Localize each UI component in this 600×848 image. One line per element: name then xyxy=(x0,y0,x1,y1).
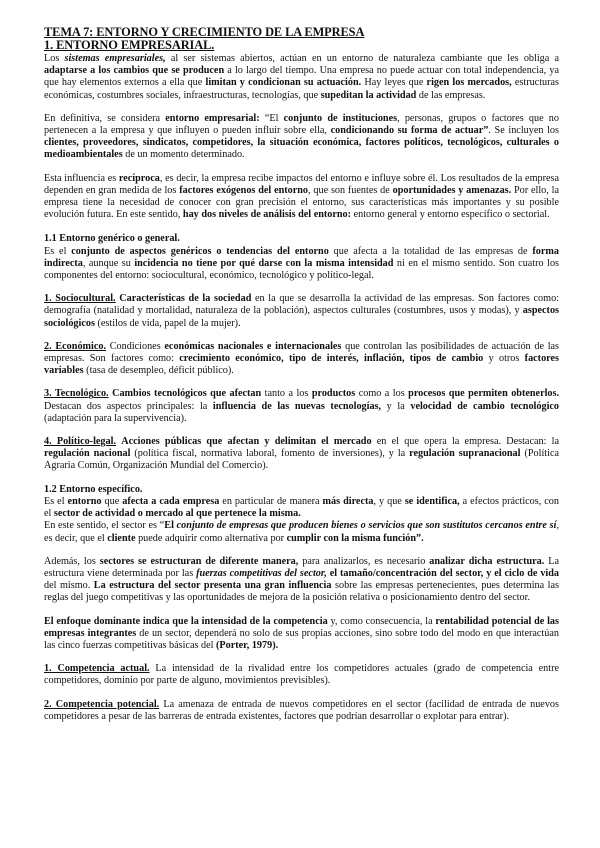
item-politico-legal xyxy=(44,436,559,473)
bold-text-run: más directa xyxy=(322,495,374,507)
text-run: puede adquirir como alternativa por xyxy=(135,532,287,544)
bold-text-run: Acciones públicas que afectan y delimitan el mercado xyxy=(121,436,372,448)
paragraph-definicion-entorno xyxy=(44,113,559,162)
text-run: Es el xyxy=(44,245,72,257)
bold-text-run: adaptarse a los cambios que se producen xyxy=(44,65,225,77)
text-run: (estilos de vida, papel de la mujer). xyxy=(94,317,241,329)
text-run: sobre las empresas pertenecientes, pues determina las reglas del juego competitivas y las oportunidades de mejora de la posición relativa o posicionamiento dentro del sector. xyxy=(44,580,559,604)
text-run: “El xyxy=(259,112,284,124)
document-page xyxy=(44,26,559,734)
text-run: para analizarlos, es necesario xyxy=(298,555,430,567)
bold-text-run: conjunto de empresas que producen bienes o servicios que son sustitutos cercanos entre sí xyxy=(176,520,557,532)
bold-text-run: factores exógenos del entorno xyxy=(179,184,309,196)
bold-text-run: rentabilidad potencial de las empresas integrantes xyxy=(44,615,559,639)
text-run: de las empresas. xyxy=(416,89,486,101)
text-run: y otros xyxy=(483,353,525,365)
paragraph-entorno-especifico xyxy=(44,496,559,520)
text-run: de un momento determinado. xyxy=(122,149,245,161)
bold-text-run: Cambios tecnológicos que afectan xyxy=(112,388,262,400)
text-run: Los xyxy=(44,53,65,64)
bold-text-run: (Porter, 1979). xyxy=(216,639,279,651)
text-run: Destacan dos aspectos principales: la xyxy=(44,400,213,412)
text-run: (tasa de desempleo, déficit público). xyxy=(83,365,234,377)
item-economico xyxy=(44,341,559,378)
bold-text-run: recíproca xyxy=(118,172,160,184)
bold-text-run: se identifica, xyxy=(404,495,460,507)
bold-text-run: influencia de las nuevas tecnologías, xyxy=(212,400,382,412)
paragraph-sistemas-empresariales xyxy=(44,53,559,102)
bold-text-run: velocidad de cambio tecnológico xyxy=(410,400,560,412)
bold-text-run: incidencia no tiene por qué darse con la misma intensidad xyxy=(134,257,394,269)
bold-text-run: económicas nacionales e internacionales xyxy=(164,340,342,352)
item-competencia-potencial xyxy=(44,699,559,723)
bold-text-run: supeditan la actividad xyxy=(320,89,417,101)
paragraph-entorno-generico xyxy=(44,246,559,283)
text-run: La intensidad de la rivalidad entre los competidores actuales (grado de competencia entre competidores, dominio por parte de alguno, movimientos previsibles). xyxy=(44,663,559,687)
text-run: (adaptación para la supervivencia). xyxy=(44,412,187,424)
bold-text-run: clientes, proveedores, sindicatos, competidores, la situación económica, factores políticos, tecnológicos, culturales o medioambientales xyxy=(44,137,559,161)
bold-text-run: 2. Económico. xyxy=(44,340,107,352)
paragraph-sector-definicion xyxy=(44,520,559,544)
bold-text-run: La estructura del sector presenta una gran influencia xyxy=(93,580,332,592)
bold-text-run: factores variables xyxy=(44,353,559,377)
bold-text-run: limitan y condicionan su actuación. xyxy=(205,77,362,89)
bold-text-run: conjunto de instituciones xyxy=(283,112,398,124)
bold-text-run: regulación nacional xyxy=(44,448,131,460)
bold-text-run: sistemas empresariales, xyxy=(64,53,166,64)
text-run: que xyxy=(101,495,123,507)
text-run: . Se incluyen los xyxy=(488,125,559,137)
text-run: a lo largo del tiempo. Una empresa no puede actuar con total independencia, ya que hay elementos externos a ella que xyxy=(44,65,559,89)
bold-text-run: forma indirecta xyxy=(44,245,559,269)
bold-text-run: sector de actividad o mercado al que pertenece la misma. xyxy=(53,508,301,520)
bold-text-run: oportunidades y amenazas. xyxy=(392,184,512,196)
text-run: La amenaza de entrada de nuevos competidores en el sector (facilidad de entrada de nuevos competidores a pesar de las barreras de entrada existentes, factores que podrían desarrollar o explotar para entrar). xyxy=(44,698,559,722)
text-run: , y que xyxy=(373,495,405,507)
text-run: (Política Agraria Común, Organización Mundial del Comercio). xyxy=(44,448,559,472)
paragraph-influencia-reciproca xyxy=(44,173,559,222)
text-run: estructuras económicas, costumbres sociales, infraestructuras, tecnologías, que xyxy=(44,77,560,101)
item-competencia-actual xyxy=(44,663,559,687)
text-run: como a los xyxy=(355,388,409,400)
subheading-entorno-generico: 1.1 Entorno genérico o general. xyxy=(44,233,180,245)
bold-text-run: sectores se estructuran de diferente manera, xyxy=(99,555,299,567)
text-run: en el que opera la empresa. Destacan: la xyxy=(371,436,560,448)
bold-text-run: 1. Sociocultural. xyxy=(44,293,116,305)
bold-text-run: 4. Político-legal. xyxy=(44,436,116,448)
text-run: , aunque su xyxy=(82,257,135,269)
bold-text-run: El xyxy=(164,520,177,532)
bold-text-run: 3. Tecnológico. xyxy=(44,388,109,400)
bold-text-run: aspectos sociológicos xyxy=(44,305,559,329)
bold-text-run: hay dos niveles de análisis del entorno: xyxy=(182,209,352,221)
text-run: , personas, grupos o factores que no pertenecen a la empresa y que influyen o pueden influir sobre ella, xyxy=(44,112,559,137)
bold-text-run: analizar dicha estructura. xyxy=(429,555,545,567)
bold-text-run: afecta a cada empresa xyxy=(122,495,220,507)
text-run: tanto a los xyxy=(261,388,312,400)
bold-text-run: el tamaño/concentración del sector, y el ciclo de vida xyxy=(329,567,560,579)
bold-text-run: crecimiento económico, tipo de interés, inflación, tipos de cambio xyxy=(179,353,484,365)
bold-text-run: conjunto de aspectos genéricos o tendencias del entorno xyxy=(71,245,329,257)
text-run: y la xyxy=(381,400,411,412)
bold-text-run: 1. Competencia actual. xyxy=(44,663,150,675)
text-run: Por ello, la empresa tiene la necesidad de conocer con gran precisión el entorno, sus características más importantes y su posible evolución futura. En este sentido, xyxy=(44,184,559,221)
paragraph-estructura-sector xyxy=(44,556,559,605)
text-run: En este sentido, el sector es “ xyxy=(44,520,165,532)
bold-text-run: rigen los mercados, xyxy=(426,77,512,89)
document-title: TEMA 7: ENTORNO Y CRECIMIENTO DE LA EMPRESA xyxy=(44,25,365,39)
section-heading-entorno-empresarial: 1. ENTORNO EMPRESARIAL. xyxy=(44,38,215,52)
bold-text-run: condicionando su forma de actuar” xyxy=(330,125,489,137)
item-sociocultural xyxy=(44,293,559,330)
text-run: Además, los xyxy=(44,555,100,567)
bold-text-run: El enfoque dominante indica que la intensidad de la competencia xyxy=(44,615,328,627)
text-run: Esta influencia es xyxy=(44,172,119,184)
text-run: , es decir, la empresa recibe impactos del entorno e influye sobre él. Los resultados de la empresa dependen en gran medida de los xyxy=(44,172,559,196)
text-run: Hay leyes que xyxy=(361,77,427,89)
text-run: que controlan las posibilidades de actuación de las empresas. Son factores como: xyxy=(44,340,560,365)
text-run: en particular de manera xyxy=(219,495,323,507)
bold-text-run: productos xyxy=(311,388,356,400)
text-run: y, como consecuencia, la xyxy=(327,615,436,627)
subheading-entorno-especifico: 1.2 Entorno específico. xyxy=(44,483,143,495)
bold-text-run: entorno empresarial: xyxy=(165,112,260,124)
text-run: al ser sistemas abiertos, actúan en un entorno de naturaleza cambiante que les obliga a xyxy=(165,53,560,64)
text-run: , que son fuentes de xyxy=(308,184,393,196)
bold-text-run: fuerzas competitivas del sector, xyxy=(196,567,327,579)
text-run: La estructura viene determinada por las xyxy=(44,555,560,579)
text-run: , es decir, que el xyxy=(44,520,559,544)
bold-text-run: cliente xyxy=(107,532,136,544)
text-run: En definitiva, se considera xyxy=(44,112,166,124)
bold-text-run: entorno xyxy=(67,495,102,507)
bold-text-run: regulación supranacional xyxy=(409,448,521,460)
text-run: de un sector, dependerá no solo de sus propias acciones, sino sobre todo del modo en que interactúan las cinco fuerzas competitivas básicas del xyxy=(44,627,559,651)
item-tecnologico xyxy=(44,388,559,425)
paragraph-enfoque-dominante xyxy=(44,616,559,653)
text-run: en la que se desarrolla la actividad de las empresas. Son factores como: demografía (natalidad y mortalidad, naturaleza de la población), aspectos culturales (costumbres, usos y modas), y xyxy=(44,293,559,317)
text-run: que afecta a la totalidad de las empresas de xyxy=(328,245,533,257)
text-run: ni en el mismo sentido. Son cuatro los componentes del entorno: sociocultural, económico, tecnológico y político-legal. xyxy=(44,257,559,282)
bold-text-run: 2. Competencia potencial. xyxy=(44,698,160,710)
text-run: del mismo. xyxy=(44,580,94,592)
text-run: Es el xyxy=(44,495,68,507)
text-run: Condiciones xyxy=(106,340,165,352)
text-run: a efectos prácticos, con el xyxy=(44,495,559,520)
bold-text-run: Características de la sociedad xyxy=(119,293,252,305)
text-run: entorno general y entorno específico o sectorial. xyxy=(351,209,550,221)
text-run: (política fiscal, normativa laboral, fomento de inversiones), y la xyxy=(130,448,410,460)
bold-text-run: cumplir con la misma función”. xyxy=(286,532,424,544)
bold-text-run: procesos que permiten obtenerlos. xyxy=(408,388,560,400)
